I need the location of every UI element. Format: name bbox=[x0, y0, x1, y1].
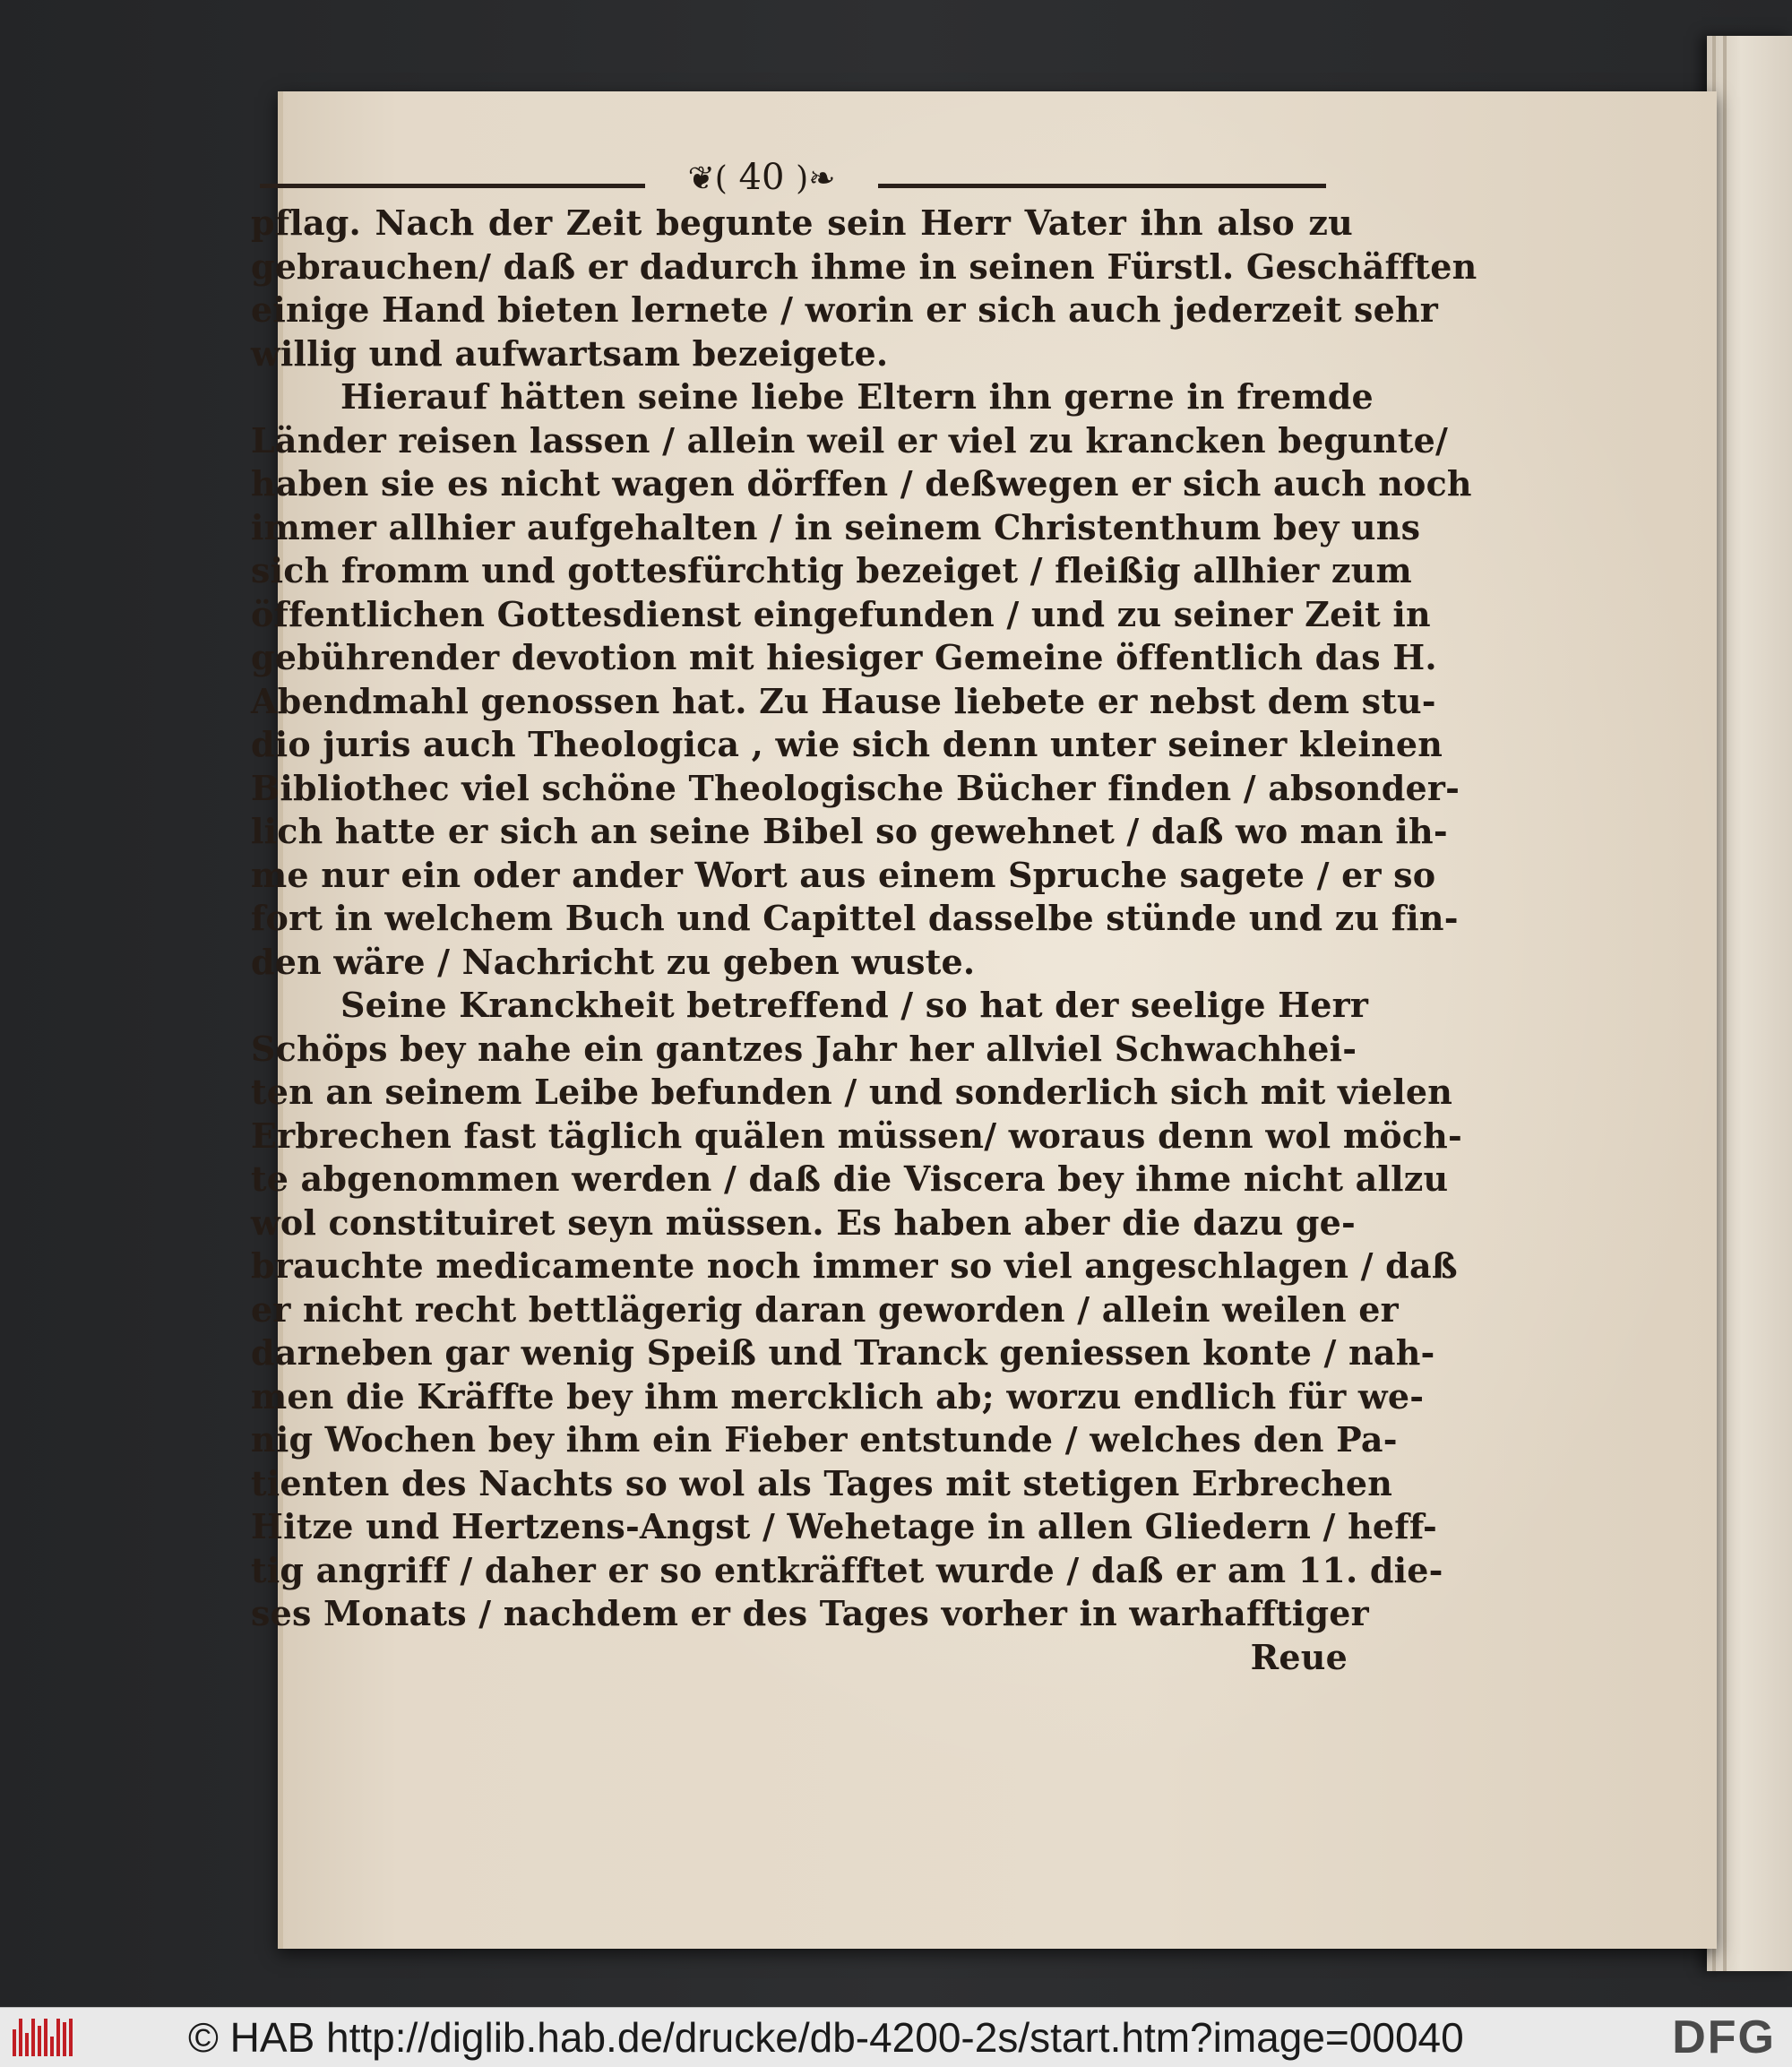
text-line: Hierauf hätten seine liebe Eltern ihn gerne in fremde bbox=[340, 376, 1374, 417]
text-line: dio juris auch Theologica , wie sich denn unter seiner kleinen bbox=[251, 724, 1443, 764]
barcode-bar bbox=[56, 2019, 60, 2056]
barcode-bar bbox=[63, 2022, 66, 2056]
text-line: Schöps bey nahe ein gantzes Jahr her allviel Schwachhei- bbox=[251, 1028, 1357, 1069]
text-line: willig und aufwartsam bezeigete. bbox=[251, 332, 889, 374]
barcode-bar bbox=[25, 2033, 29, 2056]
text-line: brauchte medicamente noch immer so viel angeschlagen / daß bbox=[251, 1245, 1458, 1286]
text-line: wol constituiret seyn müssen. Es haben aber die dazu ge- bbox=[251, 1201, 1357, 1243]
text-line: Länder reisen lassen / allein weil er viel zu krancken begunte/ bbox=[251, 419, 1449, 461]
text-line: Erbrechen fast täglich quälen müssen/ woraus denn wol möch- bbox=[251, 1115, 1462, 1156]
text-line: sich fromm und gottesfürchtig bezeiget / fleißig allhier zum bbox=[251, 550, 1412, 590]
barcode-bar bbox=[44, 2019, 47, 2056]
text-line: pflag. Nach der Zeit begunte sein Herr Vater ihn also zu bbox=[251, 202, 1353, 243]
text-line: darneben gar wenig Speiß und Tranck geniessen konte / nah- bbox=[251, 1332, 1435, 1373]
barcode-bar bbox=[69, 2019, 73, 2056]
barcode-bar bbox=[50, 2037, 54, 2056]
barcode-bar bbox=[19, 2019, 22, 2056]
barcode-bar bbox=[13, 2029, 16, 2056]
text-line: einige Hand bieten lernete / worin er sich auch jederzeit sehr bbox=[251, 289, 1439, 330]
barcode-bar bbox=[38, 2026, 41, 2056]
text-line: Abendmahl genossen hat. Zu Hause liebete er nebst dem stu- bbox=[251, 680, 1436, 721]
text-line: gebührender devotion mit hiesiger Gemeine öffentlich das H. bbox=[251, 637, 1437, 677]
page-header bbox=[251, 155, 1335, 200]
barcode-bar bbox=[31, 2019, 35, 2056]
text-line: nig Wochen bey ihm ein Fieber entstunde / welches den Pa- bbox=[251, 1419, 1398, 1460]
page-number-value: 40 bbox=[738, 157, 785, 198]
text-line: immer allhier aufgehalten / in seinem Christenthum bey uns bbox=[251, 506, 1421, 547]
text-line: den wäre / Nachricht zu geben wuste. bbox=[251, 941, 976, 982]
header-rule-right bbox=[878, 184, 1326, 188]
text-line: Bibliothec viel schöne Theologische Bücher finden / absonder- bbox=[251, 767, 1460, 808]
adjacent-page-edge bbox=[1707, 36, 1792, 1971]
ornament-right-icon: )❧ bbox=[796, 160, 836, 197]
page-number bbox=[654, 155, 869, 200]
text-line: ten an seinem Leibe befunden / und sonderlich sich mit vielen bbox=[251, 1072, 1453, 1112]
text-line: me nur ein oder ander Wort aus einem Spruche sagete / er so bbox=[251, 854, 1436, 895]
page-text bbox=[251, 202, 1478, 1679]
text-line: lich hatte er sich an seine Bibel so gewehnet / daß wo man ih- bbox=[251, 811, 1448, 851]
text-line: fort in welchem Buch und Capittel dasselbe stünde und zu fin- bbox=[251, 898, 1459, 938]
text-line: Hitze und Hertzens-Angst / Wehetage in allen Gliedern / heff- bbox=[251, 1506, 1437, 1546]
dfg-logo: DFG bbox=[1672, 2011, 1776, 2063]
text-line: te abgenommen werden / daß die Viscera bey ihme nicht allzu bbox=[251, 1158, 1449, 1199]
text-line: haben sie es nicht wagen dörffen / deßwegen er sich auch noch bbox=[251, 463, 1472, 504]
text-line: er nicht recht bettlägerig daran geworden / allein weilen er bbox=[251, 1288, 1399, 1330]
hab-logo-icon bbox=[13, 2019, 75, 2056]
footer-bar bbox=[0, 2007, 1792, 2067]
text-line: men die Kräffte bey ihm mercklich ab; worzu endlich für we- bbox=[251, 1375, 1425, 1417]
text-line: ses Monats / nachdem er des Tages vorher in warhafftiger bbox=[251, 1593, 1369, 1633]
ornament-left-icon: ❦( bbox=[687, 160, 728, 197]
text-line: tienten des Nachts so wol als Tages mit stetigen Erbrechen bbox=[251, 1462, 1393, 1503]
text-line: öffentlichen Gottesdienst eingefunden / und zu seiner Zeit in bbox=[251, 593, 1431, 634]
text-line: Seine Kranckheit betreffend / so hat der seelige Herr bbox=[340, 985, 1369, 1025]
text-line: gebrauchen/ daß er dadurch ihme in seinen Fürstl. Geschäfften bbox=[251, 245, 1478, 287]
footer-credit-link[interactable]: © HAB http://diglib.hab.de/drucke/db-4200-2s/start.htm?image=00040 bbox=[188, 2014, 1464, 2061]
page-edge-stripe bbox=[1723, 36, 1727, 1971]
header-rule-left bbox=[260, 184, 645, 188]
catchword: Reue bbox=[1250, 1636, 1348, 1677]
text-line: tig angriff / daher er so entkräfftet wurde / daß er am 11. die- bbox=[251, 1549, 1443, 1590]
